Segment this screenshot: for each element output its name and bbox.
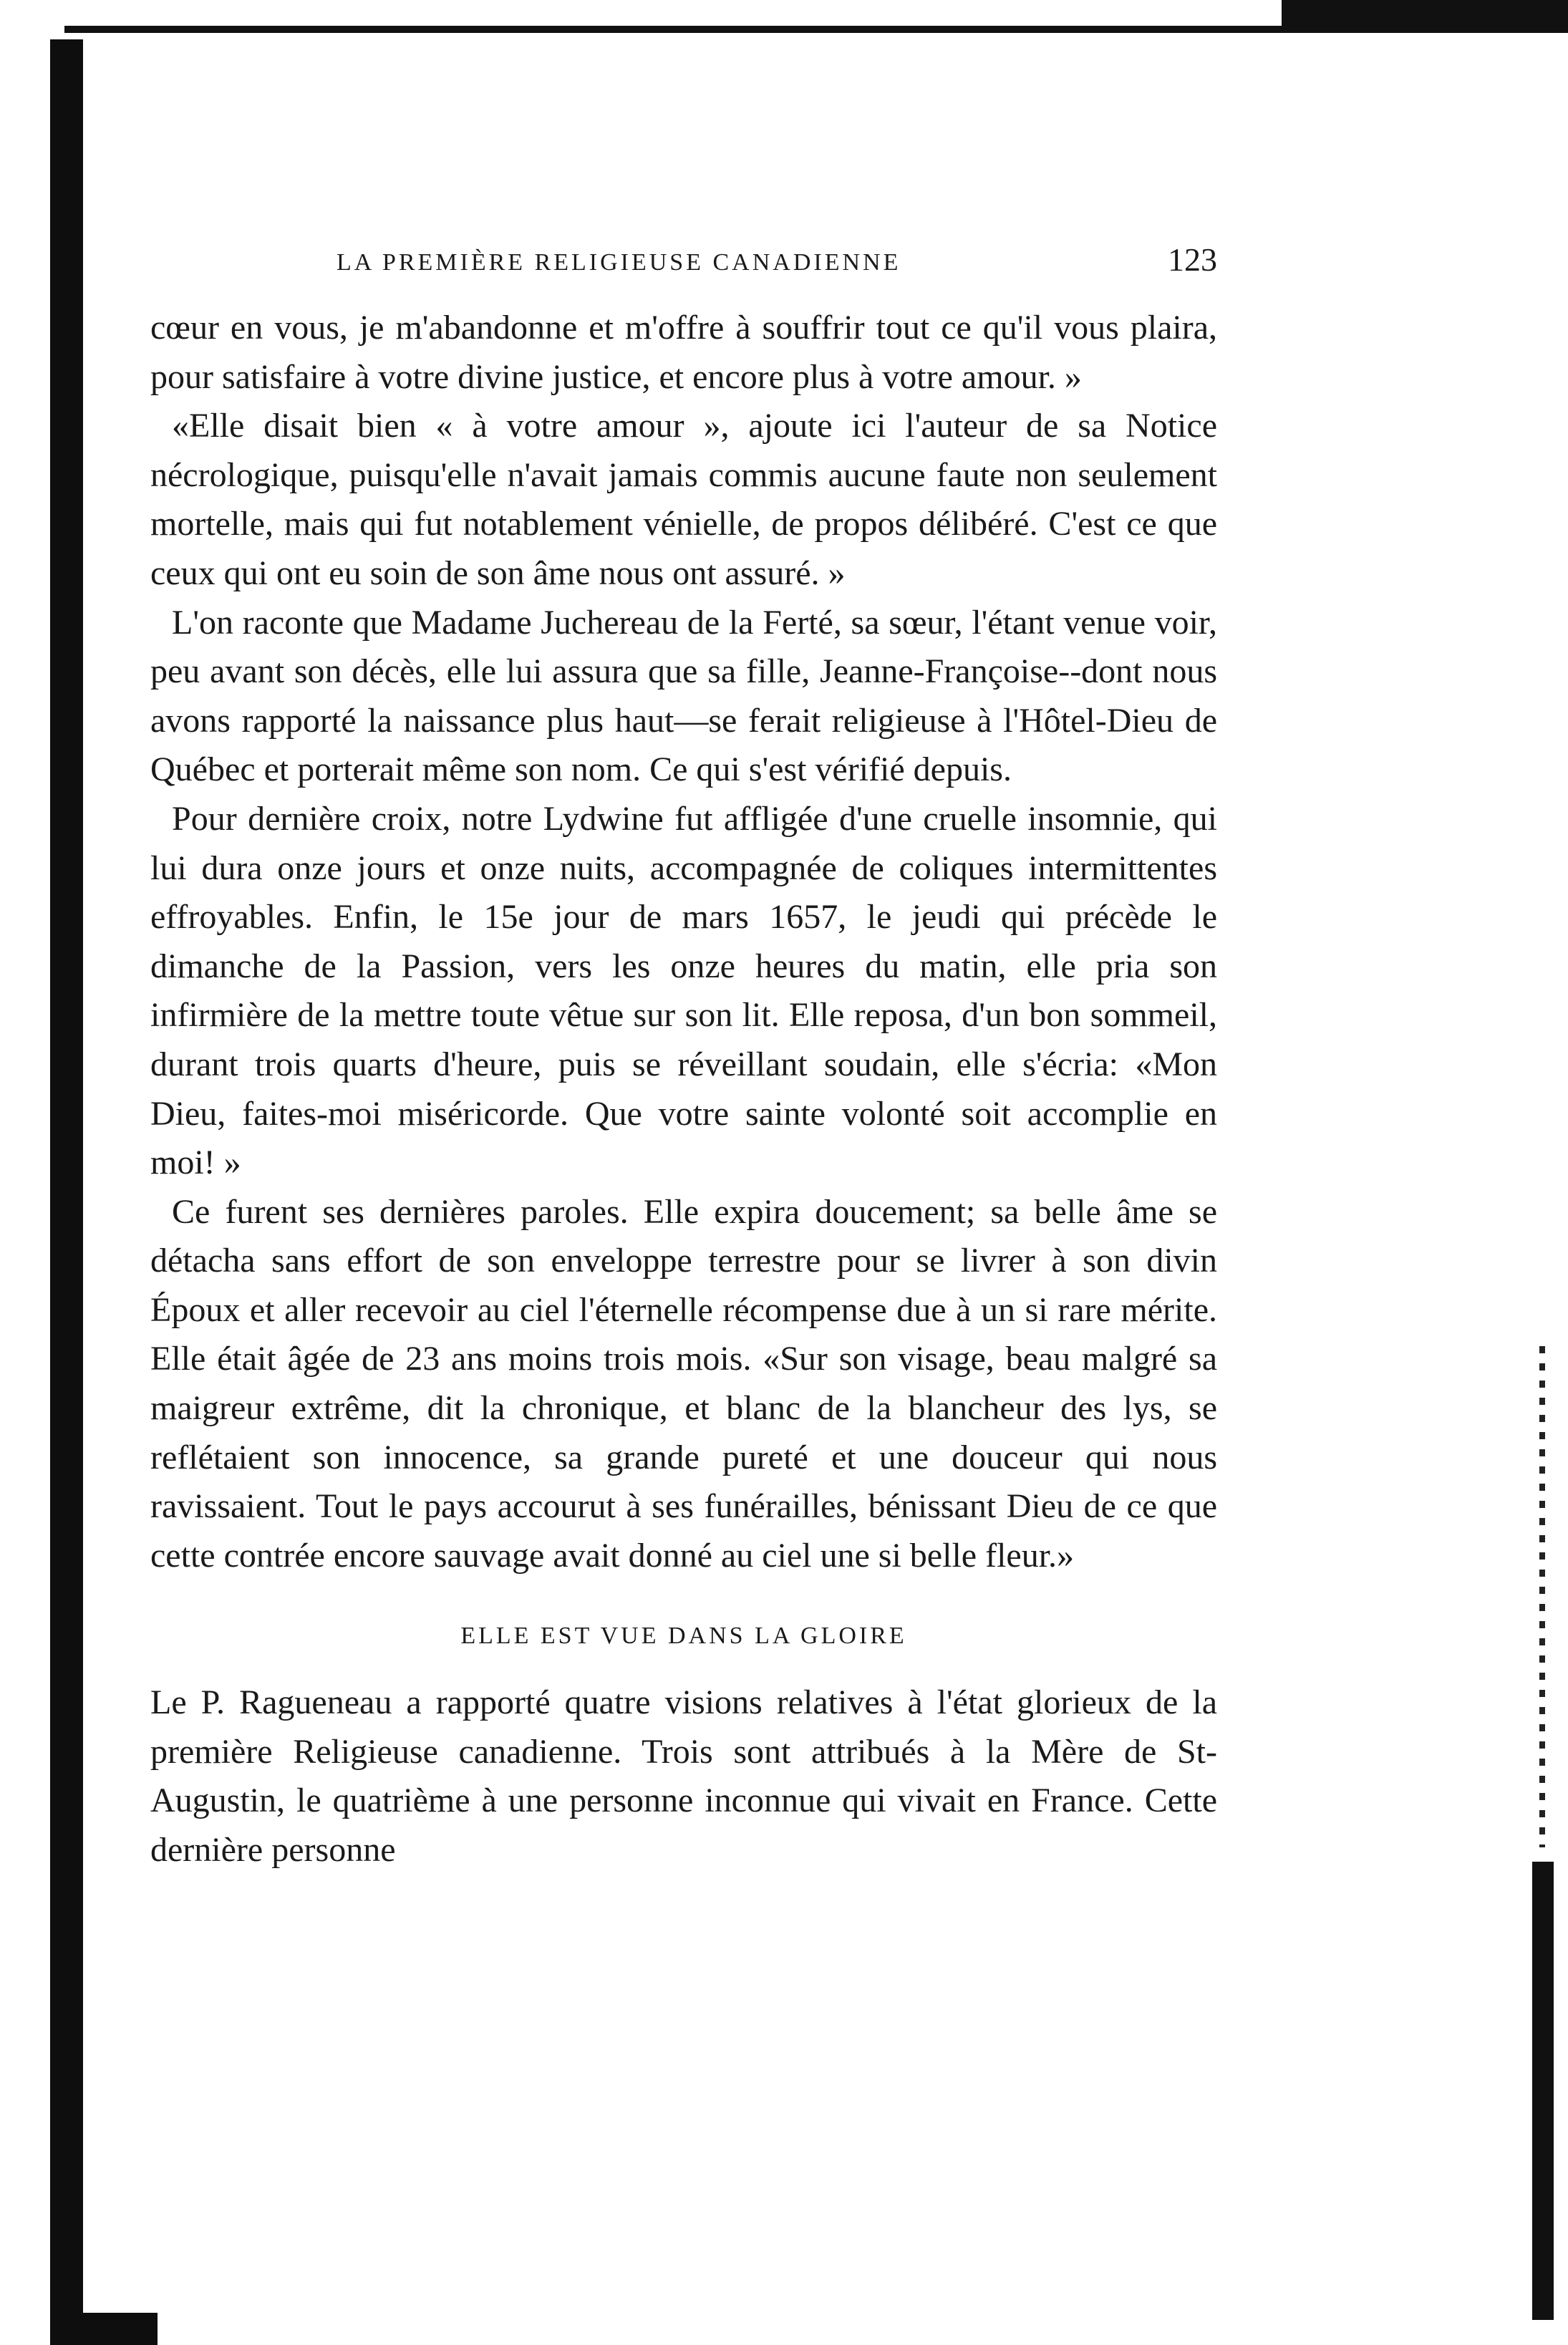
scan-bottom-corner [50, 2313, 158, 2345]
body-text [150, 304, 1217, 1875]
paragraph: cœur en vous, je m'abandonne et m'offre à souffrir tout ce qu'il vous plaira, pour satisfaire à votre divine justice, et encore plus à votre amour. » [150, 309, 1217, 396]
paragraph: L'on raconte que Madame Juchereau de la Ferté, sa sœur, l'étant venue voir, peu avant son décès, elle lui assura que sa fille, Jeanne-Françoise--dont nous avons rapporté la naissance plus haut—se ferait religieuse à l'Hôtel-Dieu de Québec et porterait même son nom. Ce qui s'est vérifié depuis. [150, 603, 1217, 789]
running-head [150, 236, 1217, 294]
paragraph: Le P. Ragueneau a rapporté quatre visions relatives à l'état glorieux de la première Religieuse canadienne. Trois sont attribués à la Mère de St-Augustin, le quatrième à une personne inconnue qui vivait en France. Cette dernière personne [150, 1683, 1217, 1869]
paragraph: Ce furent ses dernières paroles. Elle expira doucement; sa belle âme se détacha sans effort de son enveloppe terrestre pour se livrer à son divin Époux et aller recevoir au ciel l'éternelle récompense due à un si rare mérite. Elle était âgée de 23 ans moins trois mois. «Sur son visage, beau malgré sa maigreur extrême, dit la chronique, et blanc de la blancheur des lys, se reflétaient son innocence, sa grande pureté et une douceur qui nous ravissaient. Tout le pays accourut à ses funérailles, bénissant Dieu de ce que cette contrée encore sauvage avait donné au ciel une si belle fleur.» [150, 1192, 1217, 1575]
book-page [150, 236, 1217, 1875]
scan-right-edge [1532, 1862, 1554, 2320]
scan-left-spine [50, 39, 83, 2345]
scan-top-border [64, 0, 1568, 33]
paragraph: Pour dernière croix, notre Lydwine fut affligée d'une cruelle insomnie, qui lui dura onze jours et onze nuits, accompagnée de coliques intermittentes effroyables. Enfin, le 15e jour de mars 1657, le jeudi qui précède le dimanche de la Passion, vers les onze heures du matin, elle pria son infirmière de la mettre toute vêtue sur son lit. Elle reposa, d'un bon sommeil, durant trois quarts d'heure, puis se réveillant soudain, elle s'écria: «Mon Dieu, faites-moi miséricorde. Que votre sainte volonté soit accomplie en moi! » [150, 799, 1217, 1182]
scan-right-edge-marks [1539, 1346, 1545, 1847]
running-head-title: LA PREMIÈRE RELIGIEUSE CANADIENNE [337, 249, 901, 276]
page-number: 123 [1168, 241, 1217, 278]
section-heading: ELLE EST VUE DANS LA GLOIRE [460, 1623, 907, 1650]
paragraph: «Elle disait bien « à votre amour », ajoute ici l'auteur de sa Notice nécrologique, puisqu'elle n'avait jamais commis aucune faute non seulement mortelle, mais qui fut notablement vénielle, de propos délibéré. C'est ce que ceux qui ont eu soin de son âme nous ont assuré. » [150, 407, 1217, 592]
